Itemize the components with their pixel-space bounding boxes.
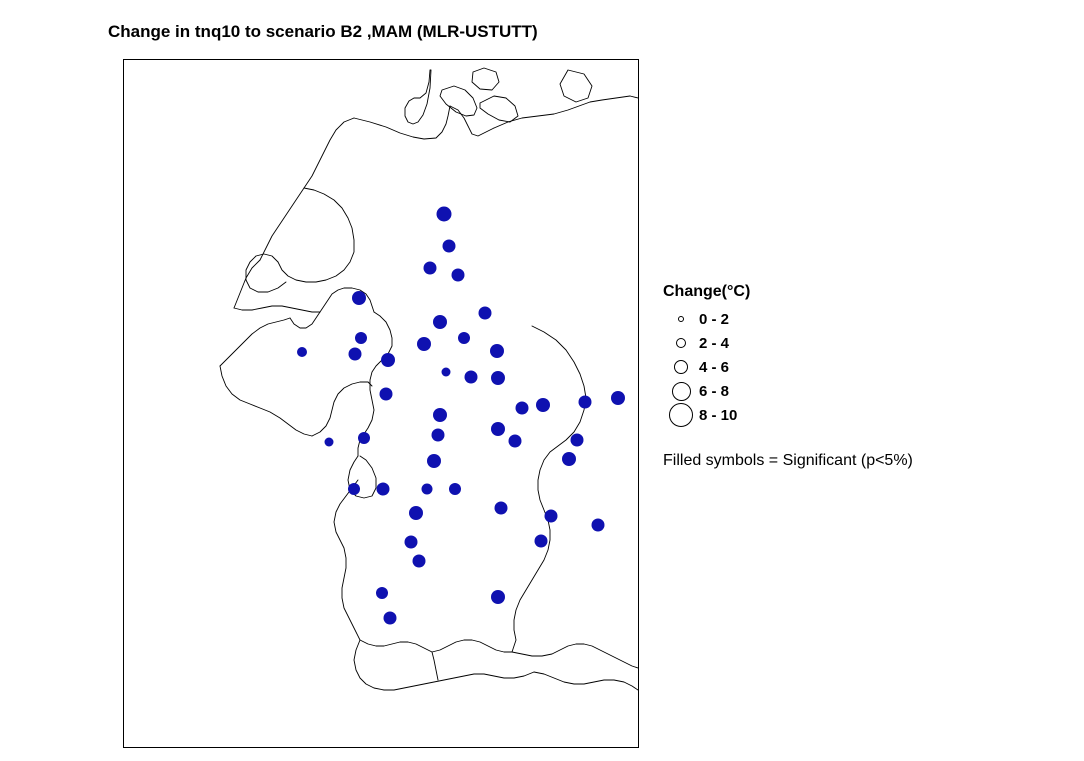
legend-circle-icon bbox=[672, 382, 691, 401]
data-point bbox=[458, 332, 470, 344]
legend-symbol bbox=[663, 382, 699, 401]
legend-row bbox=[663, 403, 1043, 427]
legend-row bbox=[663, 331, 1043, 355]
data-point bbox=[349, 348, 362, 361]
data-point bbox=[465, 371, 478, 384]
data-point bbox=[449, 483, 461, 495]
data-point bbox=[381, 353, 395, 367]
data-point bbox=[516, 402, 529, 415]
data-point bbox=[452, 269, 465, 282]
legend-circle-icon bbox=[676, 338, 686, 348]
data-point bbox=[380, 388, 393, 401]
data-point bbox=[413, 555, 426, 568]
legend-label: 2 - 4 bbox=[699, 334, 730, 352]
legend-symbol bbox=[663, 316, 699, 322]
legend-title: Change(°C) bbox=[663, 283, 751, 300]
legend bbox=[663, 283, 1043, 427]
data-point bbox=[358, 432, 370, 444]
data-point bbox=[409, 506, 423, 520]
legend-symbol bbox=[663, 403, 699, 427]
data-point bbox=[405, 536, 418, 549]
legend-symbol bbox=[663, 338, 699, 348]
data-point bbox=[490, 344, 504, 358]
data-point bbox=[422, 484, 433, 495]
map-outline bbox=[124, 60, 638, 747]
legend-row bbox=[663, 379, 1043, 403]
data-point bbox=[348, 483, 360, 495]
data-point bbox=[417, 337, 431, 351]
data-point bbox=[325, 438, 334, 447]
data-point bbox=[562, 452, 576, 466]
legend-note: Filled symbols = Significant (p<5%) bbox=[663, 452, 913, 469]
data-point bbox=[297, 347, 307, 357]
legend-circle-icon bbox=[678, 316, 684, 322]
data-point bbox=[424, 262, 437, 275]
data-point bbox=[427, 454, 441, 468]
data-point bbox=[495, 502, 508, 515]
data-point bbox=[571, 434, 584, 447]
data-point bbox=[491, 422, 505, 436]
data-point bbox=[432, 429, 445, 442]
data-point bbox=[579, 396, 592, 409]
data-point bbox=[352, 291, 366, 305]
data-point bbox=[611, 391, 625, 405]
data-point bbox=[377, 483, 390, 496]
legend-symbol bbox=[663, 360, 699, 374]
legend-entries bbox=[663, 307, 1043, 427]
legend-label: 6 - 8 bbox=[699, 382, 730, 400]
legend-circle-icon bbox=[669, 403, 693, 427]
legend-label: 0 - 2 bbox=[699, 310, 730, 328]
data-point bbox=[355, 332, 367, 344]
data-point bbox=[433, 408, 447, 422]
data-point bbox=[491, 590, 505, 604]
map-panel bbox=[123, 59, 639, 748]
legend-circle-icon bbox=[674, 360, 688, 374]
page-title: Change in tnq10 to scenario B2 ,MAM (MLR-USTUTT) bbox=[108, 22, 538, 41]
legend-row bbox=[663, 355, 1043, 379]
data-point bbox=[509, 435, 522, 448]
data-point bbox=[491, 371, 505, 385]
legend-label: 8 - 10 bbox=[699, 406, 738, 424]
data-point bbox=[479, 307, 492, 320]
data-point bbox=[536, 398, 550, 412]
data-point bbox=[437, 207, 452, 222]
data-point bbox=[592, 519, 605, 532]
data-point bbox=[442, 368, 451, 377]
legend-row bbox=[663, 307, 1043, 331]
data-point bbox=[535, 535, 548, 548]
data-point bbox=[384, 612, 397, 625]
legend-label: 4 - 6 bbox=[699, 358, 730, 376]
data-point bbox=[545, 510, 558, 523]
data-point bbox=[443, 240, 456, 253]
data-point bbox=[433, 315, 447, 329]
data-point bbox=[376, 587, 388, 599]
